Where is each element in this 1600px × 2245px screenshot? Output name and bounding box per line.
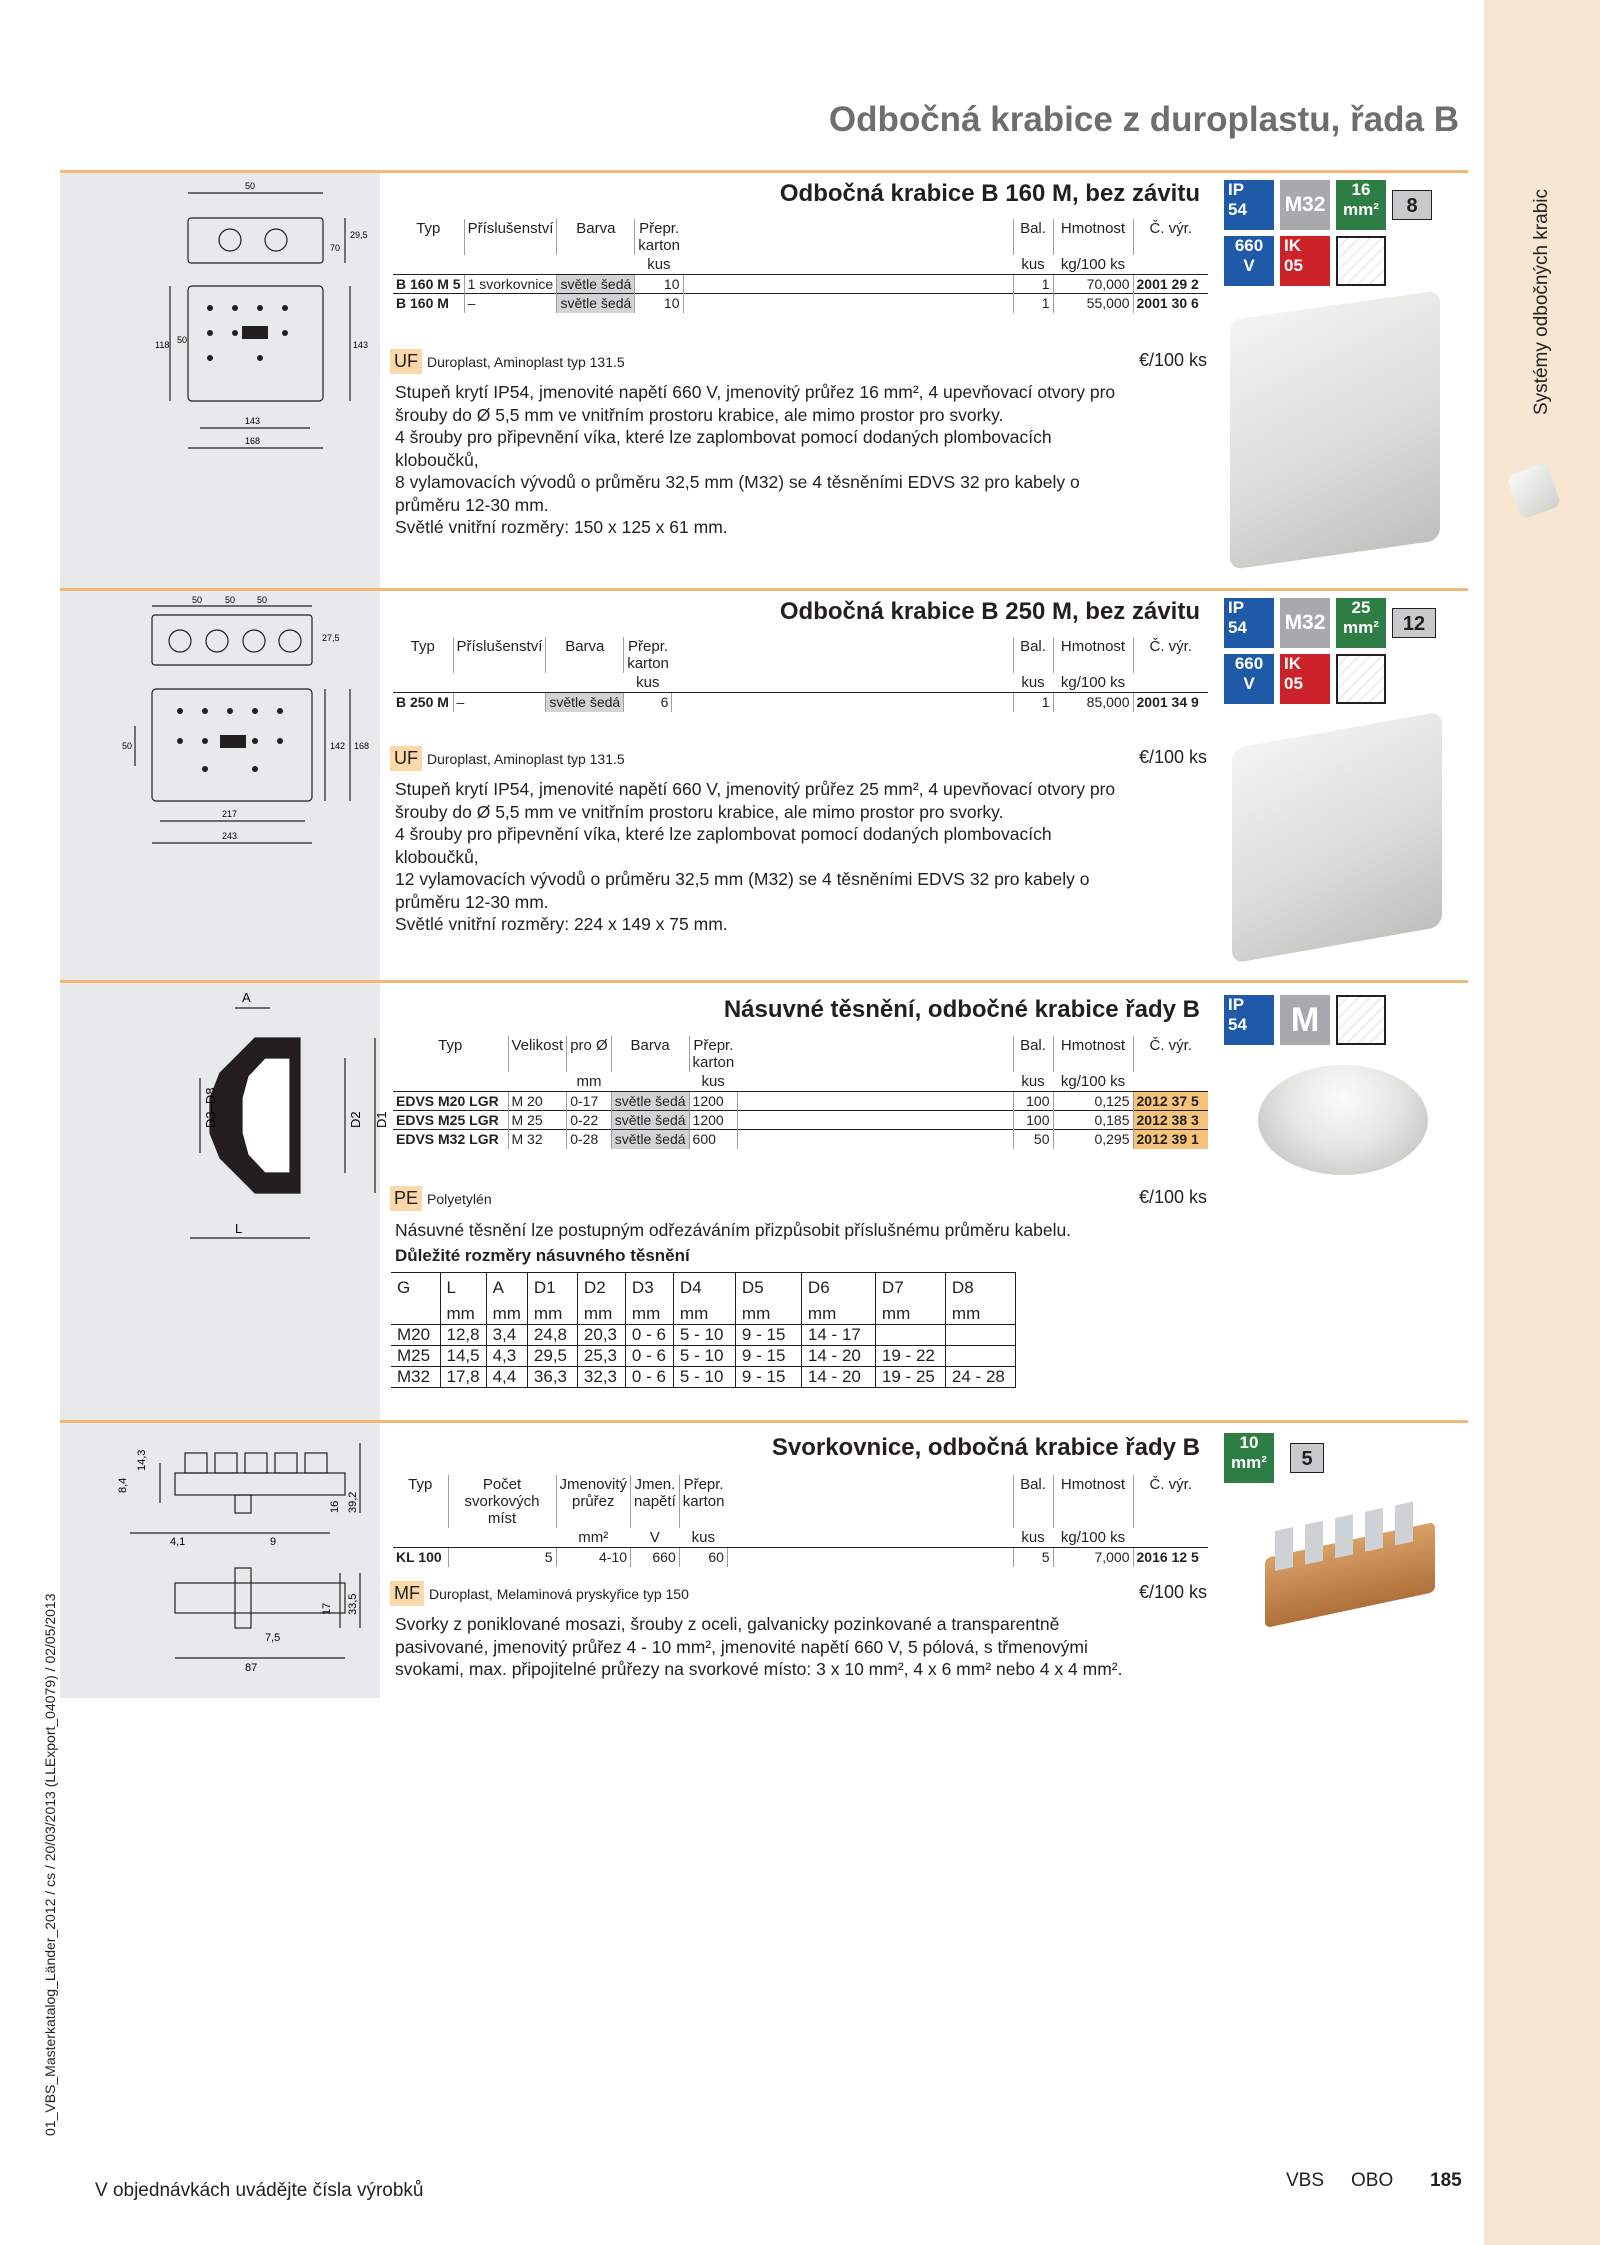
ik05-badge [1280, 654, 1330, 704]
material-text: Duroplast, Aminoplast typ 131.5 [427, 750, 625, 767]
material-code: MF [390, 1581, 424, 1606]
dim-label: 29,5 [350, 230, 368, 240]
material-line [390, 349, 625, 374]
cell: 5 [448, 1548, 556, 1567]
badge-text: mm² [1343, 200, 1379, 219]
cell: 0-28 [567, 1130, 612, 1149]
flame-test-icon [1336, 995, 1386, 1045]
dim-label: 39,2 [347, 1491, 359, 1513]
desc-line: pasivované, jmenovitý průřez 4 - 10 mm², jmenovité napětí 660 V, 5 pólová, s třmenovými [395, 1636, 1088, 1657]
badge-text: IK [1284, 236, 1301, 255]
cell: 1 svorkovnice [464, 275, 557, 294]
page-number: 185 [1430, 2170, 1462, 2191]
col-header: Typ [438, 1037, 463, 1054]
unit-label: mm [577, 1303, 625, 1325]
badge-text: 54 [1228, 618, 1247, 637]
cell: 55,000 [1053, 294, 1133, 313]
table-row [393, 275, 1208, 294]
catalog-code: 01_VBS_Masterkatalog_Länder_2012 / cs / 20/03/2013 (LLExport_04079) / 02/05/2013 [42, 1593, 58, 2136]
col-header: Č. výr. [1133, 637, 1208, 673]
cell: světle šedá [546, 693, 624, 712]
cell: 9 - 15 [735, 1346, 801, 1367]
unit-label: kus [1021, 1073, 1045, 1090]
table-row [393, 1548, 1208, 1567]
badge-text: 54 [1228, 200, 1247, 219]
cell: M 20 [508, 1092, 567, 1111]
dim-label: 9 [270, 1536, 277, 1548]
desc-line: průměru 12-30 mm. [395, 494, 549, 515]
price-unit: €/100 ks [1138, 1582, 1207, 1602]
spec-table [393, 219, 1208, 313]
cell: 60 [679, 1548, 727, 1567]
dim-label: 143 [245, 416, 261, 426]
cell: 0 - 6 [625, 1346, 673, 1367]
dim-label: 27,5 [322, 633, 340, 643]
voltage-badge [1224, 654, 1274, 704]
unit-label: mm [875, 1303, 945, 1325]
ip54-badge [1224, 995, 1274, 1045]
badge-text: IP [1228, 180, 1245, 199]
cell: – [464, 294, 557, 313]
brand-obo: OBO [1351, 2170, 1394, 2191]
col-header: Přepr. karton [635, 219, 683, 255]
col-header: D5 [735, 1273, 801, 1303]
col-header: D8 [945, 1273, 1015, 1303]
cell: 14,5 [440, 1346, 486, 1367]
unit-label: mm [625, 1303, 673, 1325]
badge-text: IP [1228, 995, 1245, 1014]
cell: M20 [397, 1325, 431, 1344]
cell [945, 1346, 1015, 1367]
dim-label: 168 [354, 741, 370, 751]
badge-text: IK [1284, 654, 1301, 673]
unit-label: kus [1021, 256, 1045, 273]
cell: 50 [1013, 1130, 1053, 1149]
table-row [391, 1325, 1015, 1346]
cell: 5 - 10 [673, 1325, 735, 1346]
technical-drawing [60, 983, 389, 1423]
col-header: Přepr. karton [689, 1036, 737, 1072]
article-number: 2012 38 3 [1133, 1111, 1208, 1130]
cell: 20,3 [577, 1325, 625, 1346]
dim-label: 217 [222, 809, 238, 819]
flame-test-icon [1336, 236, 1386, 286]
description [395, 778, 1205, 936]
cell [945, 1325, 1015, 1346]
article-number: 2012 39 1 [1133, 1130, 1208, 1149]
dim-label: 17 [321, 1602, 333, 1615]
b160-drawing [60, 173, 380, 588]
table-row [393, 294, 1208, 313]
desc-line: 8 vylamovacích vývodů o průměru 32,5 mm (M32) se 4 těsněními EDVS 32 pro kabely o [395, 472, 1080, 492]
col-header: Hmotnost [1053, 1475, 1133, 1528]
col-header: Č. výr. [1133, 219, 1208, 255]
unit-label: kg/100 ks [1060, 1073, 1126, 1090]
article-number: 2001 34 9 [1133, 693, 1208, 712]
dim-label: L [235, 1221, 243, 1236]
cell: 85,000 [1053, 693, 1133, 712]
unit-label: mm [735, 1303, 801, 1325]
cell: světle šedá [557, 294, 635, 313]
material-text: Polyetylén [427, 1190, 492, 1207]
unit-label: kus [701, 1073, 725, 1090]
material-text: Duroplast, Aminoplast typ 131.5 [427, 353, 625, 370]
desc-line: Svorky z poniklované mosazi, šrouby z oceli, galvanicky pozinkované a transparentně [395, 1614, 1060, 1634]
product-photo-gland [1258, 1065, 1428, 1175]
col-header: Typ [416, 220, 441, 237]
col-header: Hmotnost [1053, 1036, 1133, 1072]
cell: 70,000 [1053, 275, 1133, 294]
cell: 14 - 20 [801, 1346, 875, 1367]
article-number: 2001 29 2 [1133, 275, 1208, 294]
badge-text: V [1243, 256, 1255, 275]
cell: 1200 [689, 1092, 737, 1111]
product-photo-b250 [1232, 711, 1442, 963]
desc-line: kloboučků, [395, 449, 479, 470]
cell: 14 - 17 [801, 1325, 875, 1346]
cell: 17,8 [440, 1367, 486, 1388]
technical-drawing [60, 591, 380, 981]
cell: 5 - 10 [673, 1367, 735, 1388]
col-header: Typ [408, 1476, 433, 1493]
article-number: 2016 12 5 [1133, 1548, 1208, 1567]
unit-label: mm [527, 1303, 577, 1325]
unit-label: mm [801, 1303, 875, 1325]
badge-text: 25 [1351, 598, 1371, 617]
side-label: Systémy odbočných krabic [1531, 189, 1552, 415]
table-row [393, 1130, 1208, 1149]
cell: 9 - 15 [735, 1325, 801, 1346]
spec-table [393, 637, 1208, 712]
material-code: PE [390, 1186, 422, 1211]
cell: M 32 [508, 1130, 567, 1149]
material-code: UF [390, 349, 422, 374]
flame-test-icon [1336, 654, 1386, 704]
dim-label: 143 [353, 340, 369, 350]
cell: 100 [1013, 1111, 1053, 1130]
col-header: Č. výr. [1133, 1475, 1208, 1528]
cell: 1200 [689, 1111, 737, 1130]
terminal-count-badge: 5 [1290, 1443, 1324, 1473]
col-header: Jmen. napětí [631, 1475, 680, 1528]
right-sidebar [1484, 0, 1600, 2245]
material-line [390, 1581, 689, 1606]
col-header: Velikost [508, 1036, 567, 1072]
dim-label: 50 [225, 595, 236, 605]
cell: 3,4 [486, 1325, 527, 1346]
badge-text: mm² [1231, 1453, 1267, 1472]
cell: 0-22 [567, 1111, 612, 1130]
cell: 0-17 [567, 1092, 612, 1111]
desc-line: šrouby do Ø 5,5 mm ve vnitřním prostoru krabice, ale mimo prostor pro svorky. [395, 404, 1004, 425]
terminal-count-badge: 12 [1392, 608, 1436, 638]
dimensions-table [391, 1272, 1016, 1388]
dim-label: 70 [330, 243, 341, 253]
material-line [390, 746, 625, 771]
unit-label: mm [673, 1303, 735, 1325]
dims-title: Důležité rozměry násuvného těsnění [395, 1246, 690, 1265]
voltage-badge [1224, 236, 1274, 286]
m32-badge: M32 [1280, 598, 1330, 648]
desc-line: 4 šrouby pro připevnění víka, které lze zaplombovat pomocí dodaných plombovacích [395, 824, 1052, 844]
cell [875, 1325, 945, 1346]
cell: 0,125 [1053, 1092, 1133, 1111]
cross-section-badge [1224, 1433, 1274, 1483]
b250-drawing [60, 591, 380, 981]
unit-label: V [649, 1529, 660, 1546]
desc-line: kloboučků, [395, 846, 479, 867]
brand-vbs: VBS [1286, 2170, 1325, 2191]
cell: 7,000 [1053, 1548, 1133, 1567]
col-header: Bal. [1013, 637, 1053, 673]
col-header: Bal. [1013, 219, 1053, 255]
badge-text: 660 [1234, 236, 1264, 255]
section-title: Odbočná krabice B 250 M, bez závitu [779, 598, 1200, 625]
dim-label: 8,4 [117, 1477, 129, 1493]
dim-label: 50 [192, 595, 203, 605]
cell: 24,8 [527, 1325, 577, 1346]
unit-label: mm [440, 1303, 486, 1325]
cell: 29,5 [527, 1346, 577, 1367]
cell: 19 - 25 [875, 1367, 945, 1388]
dim-label: 50 [245, 181, 256, 191]
dim-label: D1 [374, 1111, 389, 1128]
cell: 1 [1013, 275, 1053, 294]
col-header: Barva [546, 637, 624, 673]
table-row [393, 1111, 1208, 1130]
col-header: G [397, 1277, 411, 1297]
desc-line: Stupeň krytí IP54, jmenovité napětí 660 V, jmenovitý průřez 25 mm², 4 upevňovací otvory pro [395, 779, 1116, 799]
desc-line: Světlé vnitřní rozměry: 224 x 149 x 75 mm. [395, 914, 728, 934]
col-header: Typ [410, 638, 435, 655]
cell: světle šedá [611, 1092, 689, 1111]
cell: 10 [635, 275, 683, 294]
dim-label: A [242, 990, 251, 1005]
badge-text: 05 [1284, 256, 1303, 275]
unit-label: mm [486, 1303, 527, 1325]
cell: 4,3 [486, 1346, 527, 1367]
footer-note: V objednávkách uvádějte čísla výrobků [95, 2180, 424, 2201]
cell: 600 [689, 1130, 737, 1149]
dim-label: 33,5 [347, 1593, 359, 1615]
cell: 100 [1013, 1092, 1053, 1111]
col-header: D7 [875, 1273, 945, 1303]
col-header: Hmotnost [1053, 219, 1133, 255]
unit-label: mm² [578, 1529, 609, 1546]
dim-label: 50 [257, 595, 268, 605]
terminal-drawing [60, 1423, 380, 1698]
dim-label: 7,5 [265, 1632, 281, 1644]
section-title: Násuvné těsnění, odbočné krabice řady B [723, 996, 1200, 1023]
col-header: Č. výr. [1133, 1036, 1208, 1072]
badge-text: V [1243, 674, 1255, 693]
description [395, 1613, 1205, 1681]
dim-label: 50 [177, 335, 188, 345]
dim-label: D2 [348, 1111, 363, 1128]
material-line [390, 1186, 492, 1211]
col-header: L [440, 1273, 486, 1303]
badge-text: mm² [1343, 618, 1379, 637]
cell: 19 - 22 [875, 1346, 945, 1367]
badge-text: IP [1228, 598, 1245, 617]
cell: 0 - 6 [625, 1367, 673, 1388]
cell: EDVS M20 LGR [393, 1092, 508, 1111]
cell: 9 - 15 [735, 1367, 801, 1388]
badge-text: 05 [1284, 674, 1303, 693]
material-code: UF [390, 746, 422, 771]
unit-label: kus [1021, 1529, 1045, 1546]
table-row [393, 1092, 1208, 1111]
cross-section-badge [1336, 598, 1386, 648]
dim-label: D3–D8 [203, 1087, 218, 1128]
col-header: D6 [801, 1273, 875, 1303]
desc-line: 12 vylamovacích vývodů o průměru 32,5 mm (M32) se 4 těsněními EDVS 32 pro kabely o [395, 869, 1090, 889]
cell: 4,4 [486, 1367, 527, 1388]
unit-label: kus [1021, 674, 1045, 691]
material-text: Duroplast, Melaminová pryskyřice typ 150 [429, 1585, 689, 1602]
cell: B 250 M [393, 693, 453, 712]
page-title: Odbočná krabice z duroplastu, řada B [828, 100, 1459, 139]
cell: 5 - 10 [673, 1346, 735, 1367]
cell: 660 [631, 1548, 680, 1567]
cell: – [453, 693, 546, 712]
cell: 36,3 [527, 1367, 577, 1388]
col-header: Hmotnost [1053, 637, 1133, 673]
dim-label: 243 [222, 831, 238, 841]
col-header: Jmenovitý průřez [556, 1475, 631, 1528]
col-header: Barva [557, 219, 635, 255]
table-row [393, 693, 1208, 712]
dim-label: 142 [330, 741, 346, 751]
cell: 1 [1013, 693, 1053, 712]
col-header: Přepr. karton [624, 637, 672, 673]
desc-line: Stupeň krytí IP54, jmenovité napětí 660 V, jmenovitý průřez 16 mm², 4 upevňovací otvory pro [395, 382, 1116, 402]
desc-line: Světlé vnitřní rozměry: 150 x 125 x 61 mm. [395, 517, 728, 537]
spec-table [393, 1475, 1208, 1567]
cell: B 160 M [393, 294, 464, 313]
col-header: D4 [673, 1273, 735, 1303]
unit-label: kg/100 ks [1060, 256, 1126, 273]
article-number: 2012 37 5 [1133, 1092, 1208, 1111]
cell: 4-10 [556, 1548, 631, 1567]
cell: 32,3 [577, 1367, 625, 1388]
cell: B 160 M 5 [393, 275, 464, 294]
cross-section-badge [1336, 180, 1386, 230]
spec-table [393, 1036, 1208, 1149]
description: Násuvné těsnění lze postupným odřezáváním přizpůsobit příslušnému průměru kabelu. [395, 1220, 1072, 1240]
dim-label: 4,1 [170, 1536, 186, 1548]
dim-label: 16 [329, 1500, 341, 1513]
badge-text: 10 [1239, 1433, 1259, 1452]
m32-badge: M32 [1280, 180, 1330, 230]
badge-text: 54 [1228, 1015, 1247, 1034]
unit-label: mm [576, 1073, 602, 1090]
col-header: Příslušenství [464, 219, 557, 255]
metric-thread-badge: M [1280, 995, 1330, 1045]
cell: 6 [624, 693, 672, 712]
cell: 14 - 20 [801, 1367, 875, 1388]
cell: 5 [1013, 1548, 1053, 1567]
cell: světle šedá [611, 1111, 689, 1130]
cell: 24 - 28 [945, 1367, 1015, 1388]
cell: 0,295 [1053, 1130, 1133, 1149]
col-header: Počet svorkových míst [448, 1475, 556, 1528]
ik05-badge [1280, 236, 1330, 286]
col-header: Přepr. karton [679, 1475, 727, 1528]
product-photo-b160 [1230, 290, 1440, 570]
cell: světle šedá [557, 275, 635, 294]
badge-text: 16 [1351, 180, 1371, 199]
cell: 0,185 [1053, 1111, 1133, 1130]
unit-label: kus [636, 674, 660, 691]
terminal-count-badge: 8 [1392, 190, 1432, 220]
dim-label: 168 [245, 436, 261, 446]
price-unit: €/100 ks [1138, 747, 1207, 767]
desc-line: šrouby do Ø 5,5 mm ve vnitřním prostoru krabice, ale mimo prostor pro svorky. [395, 801, 1004, 822]
table-row [391, 1367, 1015, 1388]
section-title: Odbočná krabice B 160 M, bez závitu [779, 180, 1200, 207]
cell: 1 [1013, 294, 1053, 313]
table-row [391, 1346, 1015, 1367]
col-header: Barva [611, 1036, 689, 1072]
cell: EDVS M25 LGR [393, 1111, 508, 1130]
cell: 0 - 6 [625, 1325, 673, 1346]
unit-label: kg/100 ks [1060, 674, 1126, 691]
cell: světle šedá [611, 1130, 689, 1149]
badge-text: 660 [1234, 654, 1264, 673]
desc-line: 4 šrouby pro připevnění víka, které lze zaplombovat pomocí dodaných plombovacích [395, 427, 1052, 447]
unit-label: mm [945, 1303, 1015, 1325]
col-header: A [486, 1273, 527, 1303]
col-header: Bal. [1013, 1475, 1053, 1528]
price-unit: €/100 ks [1138, 1187, 1207, 1207]
unit-label: kus [691, 1529, 715, 1546]
technical-drawing [60, 173, 380, 588]
col-header: D2 [577, 1273, 625, 1303]
section-title: Svorkovnice, odbočná krabice řady B [771, 1434, 1200, 1461]
dim-label: 87 [245, 1662, 258, 1674]
col-header: pro Ø [567, 1036, 612, 1072]
dim-label: 118 [155, 340, 170, 350]
cell: KL 100 [393, 1548, 448, 1567]
ip54-badge [1224, 598, 1274, 648]
cell: 25,3 [577, 1346, 625, 1367]
cell: EDVS M32 LGR [393, 1130, 508, 1149]
technical-drawing [60, 1423, 380, 1698]
cell: M32 [397, 1367, 431, 1386]
price-unit: €/100 ks [1138, 350, 1207, 370]
col-header: D1 [527, 1273, 577, 1303]
dim-label: 50 [122, 741, 133, 751]
cell: M 25 [508, 1111, 567, 1130]
col-header: D3 [625, 1273, 673, 1303]
desc-line: svokami, max. připojitelné průřezy na svorkové místo: 3 x 10 mm², 4 x 6 mm² nebo 4 x 4 mm². [395, 1659, 1123, 1679]
article-number: 2001 30 6 [1133, 294, 1208, 313]
dim-label: 14,3 [136, 1449, 148, 1471]
cell: M25 [397, 1346, 431, 1365]
cell: 12,8 [440, 1325, 486, 1346]
cell: 10 [635, 294, 683, 313]
col-header: Příslušenství [453, 637, 546, 673]
ip54-badge [1224, 180, 1274, 230]
unit-label: kus [647, 256, 671, 273]
desc-line: průměru 12-30 mm. [395, 891, 549, 912]
col-header: Bal. [1013, 1036, 1053, 1072]
unit-label: kg/100 ks [1060, 1529, 1126, 1546]
description [395, 381, 1205, 539]
gland-drawing [60, 983, 389, 1423]
